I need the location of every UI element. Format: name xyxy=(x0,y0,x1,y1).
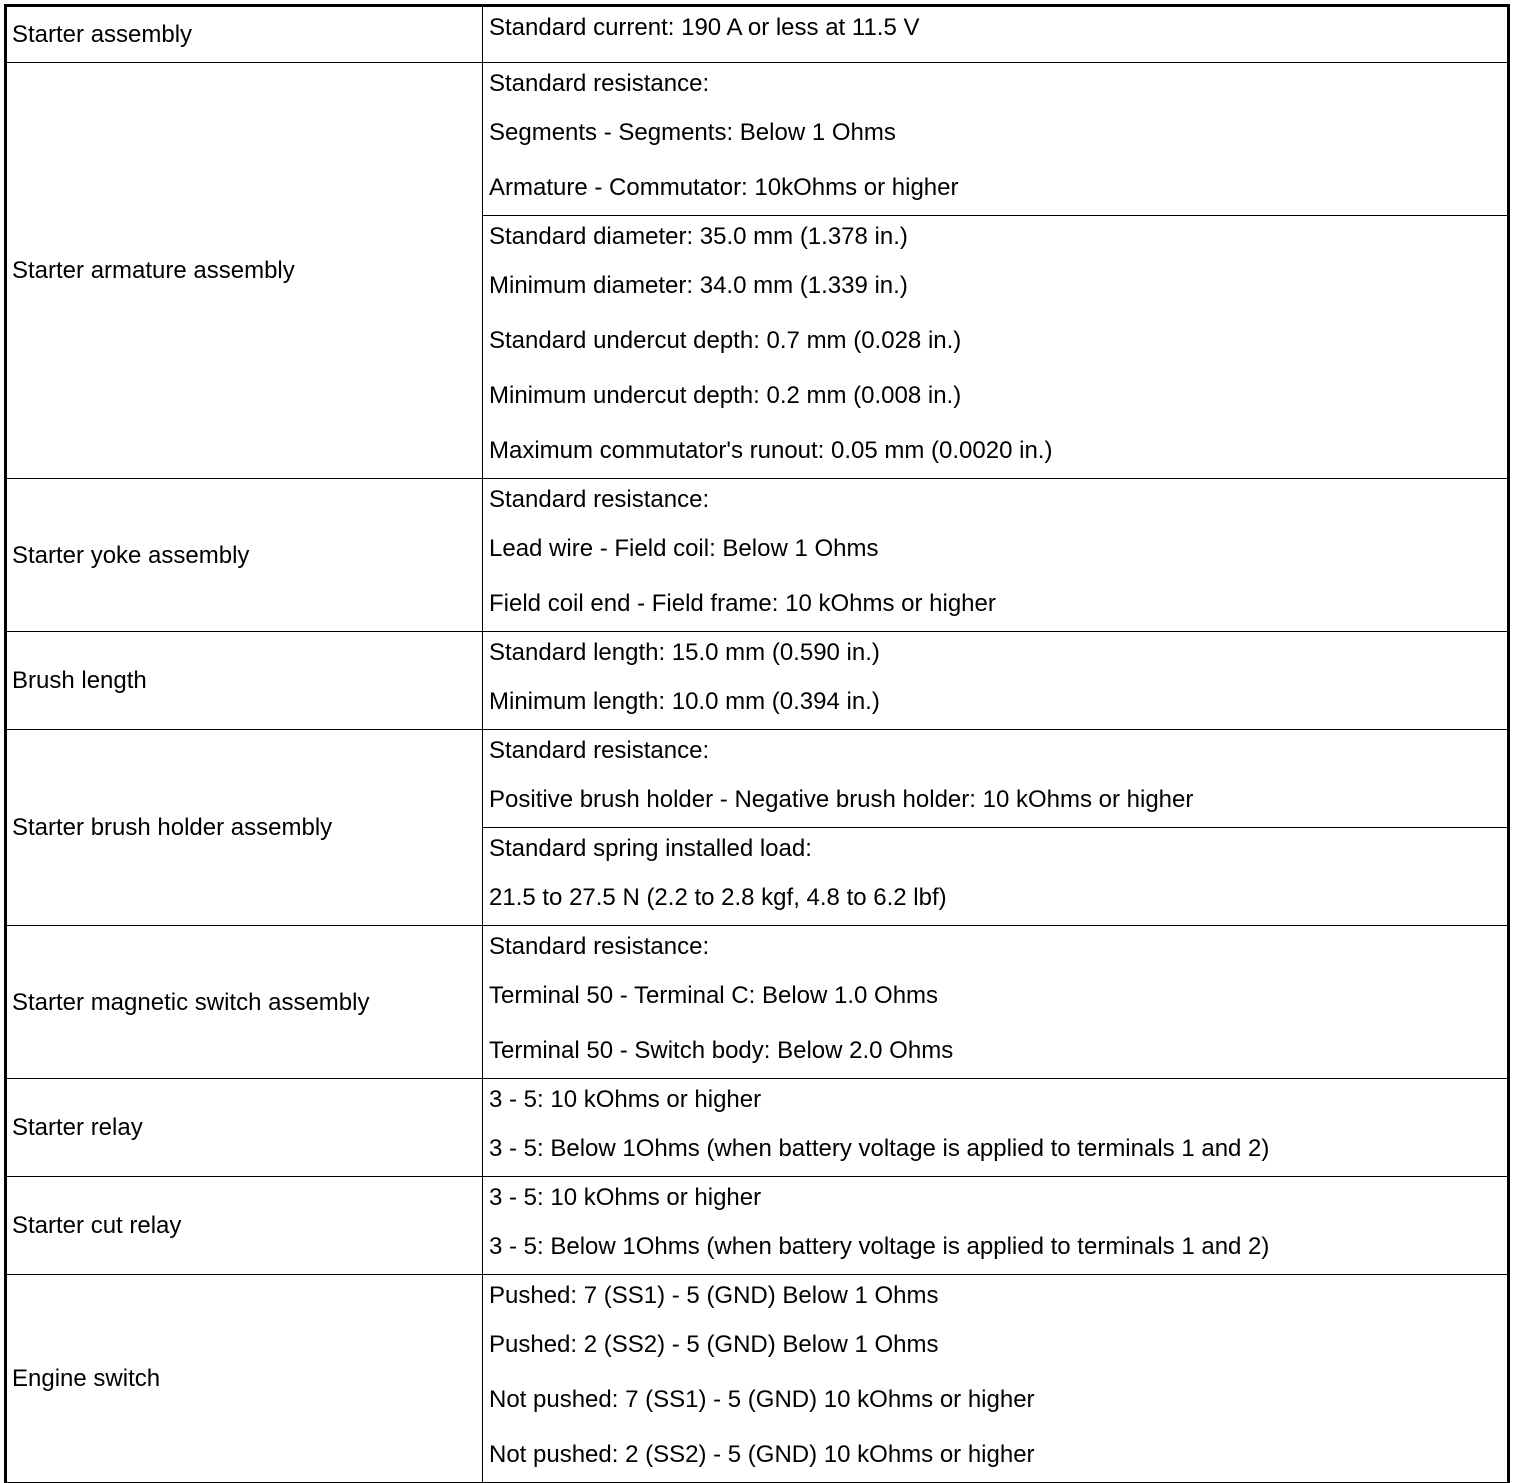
spec-line: Terminal 50 - Switch body: Below 2.0 Ohms xyxy=(489,1037,954,1064)
table-row xyxy=(7,632,1508,730)
spec-cell xyxy=(483,7,1508,63)
table-row xyxy=(7,926,1508,1079)
spec-line: 3 - 5: 10 kOhms or higher xyxy=(489,1086,762,1113)
spec-line: Armature - Commutator: 10kOhms or higher xyxy=(489,174,959,201)
item-name-cell: Starter yoke assembly xyxy=(7,479,483,632)
spec-cell xyxy=(483,828,1508,926)
spec-line: Pushed: 2 (SS2) - 5 (GND) Below 1 Ohms xyxy=(489,1331,939,1358)
spec-cell xyxy=(483,1079,1508,1177)
table-row xyxy=(7,7,1508,63)
item-name-cell: Starter relay xyxy=(7,1079,483,1177)
spec-cell xyxy=(483,926,1508,1079)
spec-line: Standard spring installed load: xyxy=(489,835,812,862)
spec-line: Standard resistance: xyxy=(489,737,710,764)
table-row xyxy=(7,1275,1508,1483)
table-row xyxy=(7,1177,1508,1275)
spec-line: Minimum length: 10.0 mm (0.394 in.) xyxy=(489,688,880,715)
item-name-cell: Starter armature assembly xyxy=(7,63,483,479)
spec-line: Terminal 50 - Terminal C: Below 1.0 Ohms xyxy=(489,982,939,1009)
item-name-cell: Starter cut relay xyxy=(7,1177,483,1275)
spec-line: Standard undercut depth: 0.7 mm (0.028 in.) xyxy=(489,327,962,354)
spec-line: Not pushed: 2 (SS2) - 5 (GND) 10 kOhms or higher xyxy=(489,1441,1035,1468)
item-name-cell: Starter assembly xyxy=(7,7,483,63)
table-row xyxy=(7,1079,1508,1177)
spec-line: Pushed: 7 (SS1) - 5 (GND) Below 1 Ohms xyxy=(489,1282,939,1309)
spec-line: Standard resistance: xyxy=(489,486,710,513)
item-name-cell: Starter brush holder assembly xyxy=(7,730,483,926)
spec-line: Standard length: 15.0 mm (0.590 in.) xyxy=(489,639,880,666)
item-name-cell: Brush length xyxy=(7,632,483,730)
spec-line: Positive brush holder - Negative brush holder: 10 kOhms or higher xyxy=(489,786,1194,813)
spec-table-body xyxy=(7,7,1508,1483)
spec-line: Standard current: 190 A or less at 11.5 V xyxy=(489,14,920,41)
table-row xyxy=(7,63,1508,216)
spec-cell xyxy=(483,730,1508,828)
spec-line: 3 - 5: Below 1Ohms (when battery voltage is applied to terminals 1 and 2) xyxy=(489,1233,1270,1260)
spec-line: Segments - Segments: Below 1 Ohms xyxy=(489,119,896,146)
spec-line: Standard diameter: 35.0 mm (1.378 in.) xyxy=(489,223,908,250)
spec-line: 21.5 to 27.5 N (2.2 to 2.8 kgf, 4.8 to 6.2 lbf) xyxy=(489,884,947,911)
spec-line: Field coil end - Field frame: 10 kOhms or higher xyxy=(489,590,996,617)
starter-spec-table xyxy=(6,6,1508,1483)
spec-cell xyxy=(483,1177,1508,1275)
spec-line: 3 - 5: Below 1Ohms (when battery voltage is applied to terminals 1 and 2) xyxy=(489,1135,1270,1162)
spec-line: Standard resistance: xyxy=(489,933,710,960)
spec-line: Lead wire - Field coil: Below 1 Ohms xyxy=(489,535,879,562)
spec-cell xyxy=(483,479,1508,632)
spec-cell xyxy=(483,216,1508,479)
table-row xyxy=(7,479,1508,632)
spec-line: Maximum commutator's runout: 0.05 mm (0.0020 in.) xyxy=(489,437,1053,464)
spec-line: Not pushed: 7 (SS1) - 5 (GND) 10 kOhms or higher xyxy=(489,1386,1035,1413)
table-row xyxy=(7,730,1508,828)
spec-line: Standard resistance: xyxy=(489,70,710,97)
item-name-cell: Starter magnetic switch assembly xyxy=(7,926,483,1079)
spec-cell xyxy=(483,632,1508,730)
spec-line: 3 - 5: 10 kOhms or higher xyxy=(489,1184,762,1211)
spec-cell xyxy=(483,1275,1508,1483)
spec-cell xyxy=(483,63,1508,216)
spec-line: Minimum undercut depth: 0.2 mm (0.008 in.) xyxy=(489,382,962,409)
item-name-cell: Engine switch xyxy=(7,1275,483,1483)
spec-line: Minimum diameter: 34.0 mm (1.339 in.) xyxy=(489,272,908,299)
